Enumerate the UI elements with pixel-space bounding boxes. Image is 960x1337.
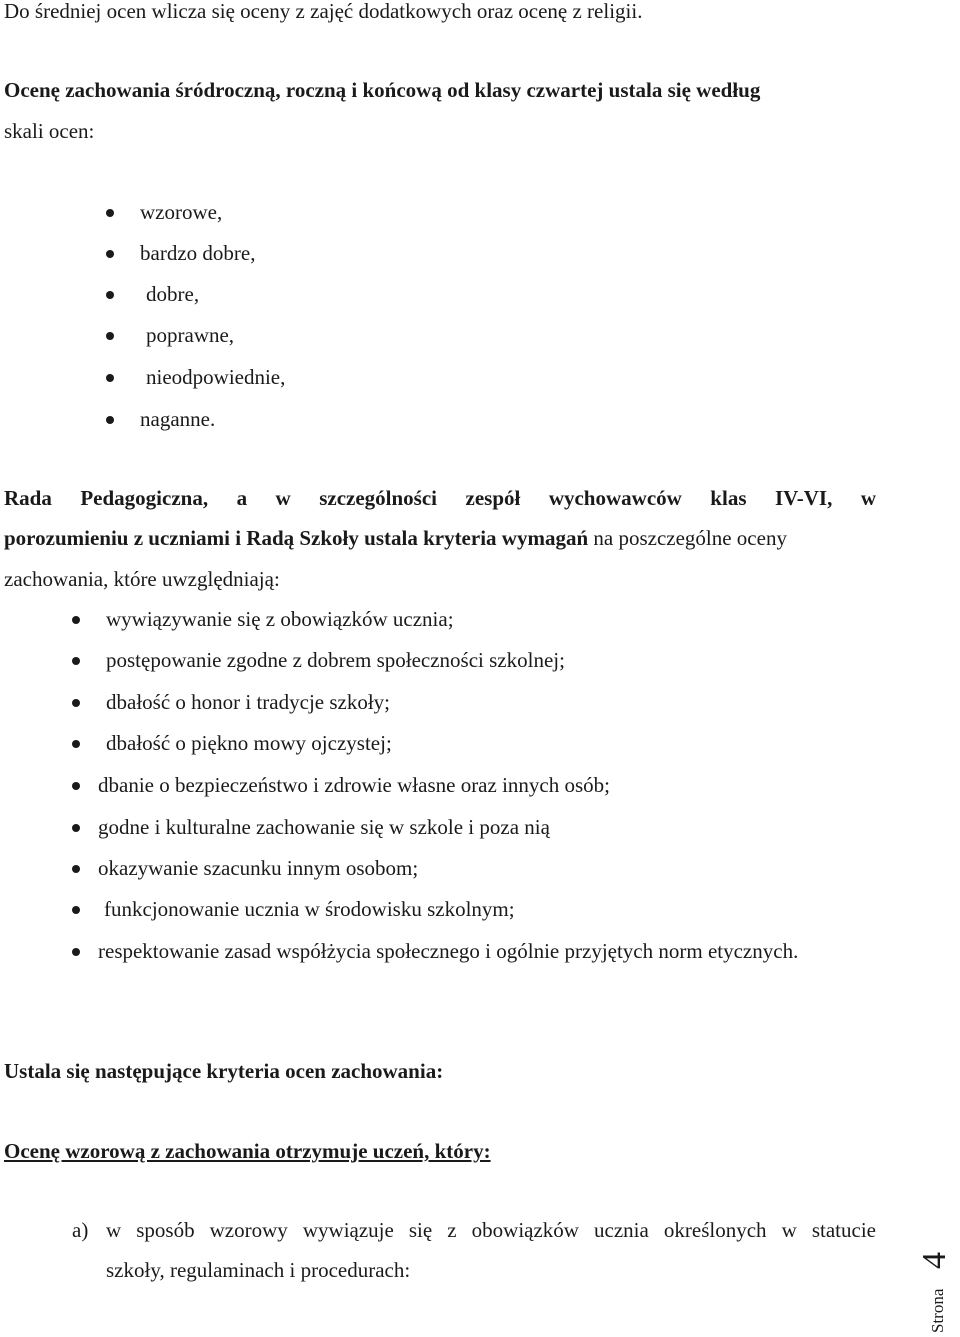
bullet-icon	[106, 291, 114, 299]
bullet-icon	[106, 332, 114, 340]
item-a-line-1: w sposób wzorowy wywiązuje się z obowiązków ucznia określonych w statucie	[106, 1218, 876, 1242]
bullet-icon	[106, 209, 114, 217]
item-a-marker: a)	[72, 1218, 89, 1242]
scale-intro-line-2: skali ocen:	[4, 119, 95, 143]
bullet-icon	[72, 782, 80, 790]
bullet-icon	[72, 699, 80, 707]
exemplary-heading: Ocenę wzorową z zachowania otrzymuje uczeń, który:	[4, 1139, 491, 1163]
bullet-icon	[72, 657, 80, 665]
bullet-icon	[72, 824, 80, 832]
bullet-icon	[72, 906, 80, 914]
bullet-icon	[106, 250, 114, 258]
scale-intro-line-1: Ocenę zachowania śródroczną, roczną i końcową od klasy czwartej ustala się według	[4, 78, 761, 102]
bullet-icon	[72, 740, 80, 748]
bullet-icon	[72, 948, 80, 956]
council-line-3: zachowania, które uwzględniają:	[4, 567, 280, 591]
page-footer	[916, 1237, 958, 1337]
council-line-1: Rada Pedagogiczna, a w szczególności zespół wychowawców klas IV-VI, w	[4, 486, 876, 510]
page-label: Strona	[928, 1288, 947, 1333]
council-line-2-bold: porozumieniu z uczniami i Radą Szkoły ustala kryteria wymagań	[4, 526, 589, 550]
council-line-2	[4, 525, 787, 551]
bullet-icon	[106, 416, 114, 424]
page-number: 4	[916, 1252, 953, 1269]
intro-paragraph: Do średniej ocen wlicza się oceny z zajęć dodatkowych oraz ocenę z religii.	[4, 0, 643, 23]
bullet-icon	[106, 374, 114, 382]
bullet-icon	[72, 616, 80, 624]
item-a-line-2: szkoły, regulaminach i procedurach:	[106, 1258, 411, 1282]
council-line-2-normal: na poszczególne oceny	[588, 526, 787, 550]
criteria-heading: Ustala się następujące kryteria ocen zachowania:	[4, 1059, 444, 1083]
bullet-icon	[72, 865, 80, 873]
